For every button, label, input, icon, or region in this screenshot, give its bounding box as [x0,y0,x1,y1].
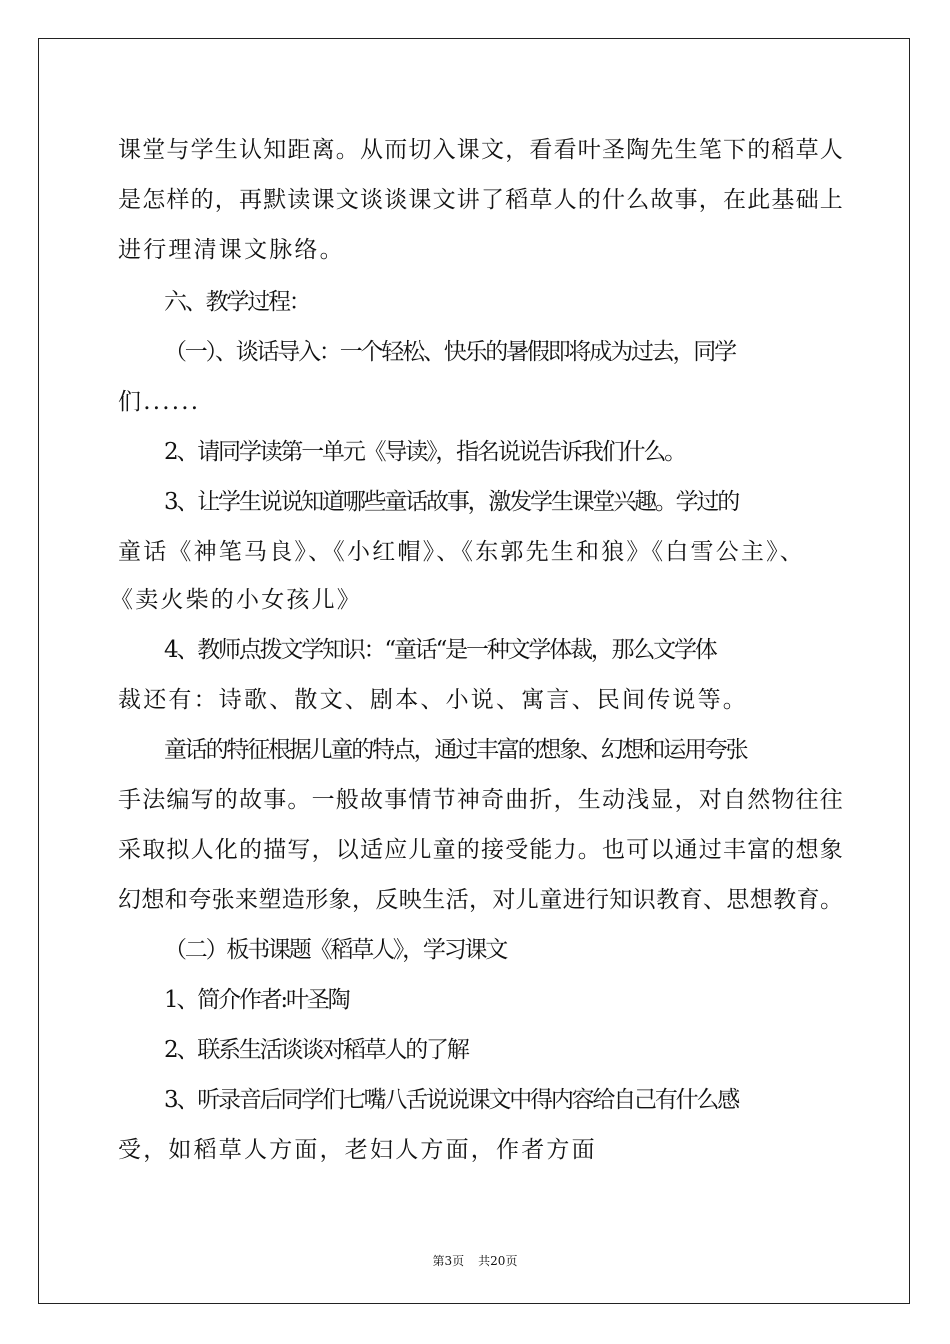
text-line: 童话的特征根据儿童的特点，通过丰富的想象、幻想和运用夸张 [164,737,747,763]
text-line: 3、让学生说说知道哪些童话故事，激发学生课堂兴趣。学过的 [164,489,739,515]
text-line: 进行理清课文脉络。 [118,237,345,263]
section-heading: （二）板书课题《稻草人》，学习课文 [164,937,507,963]
section-heading: 六、教学过程： [164,289,310,315]
text-line: 1、简介作者:叶圣陶 [164,987,349,1013]
text-line: 幻想和夸张来塑造形象，反映生活，对儿童进行知识教育、思想教育。 [118,887,844,913]
page-footer [0,1252,950,1269]
text-line: 裁还有：诗歌、散文、剧本、小说、寓言、民间传说等。 [118,687,748,713]
total-pages: 共20页 [478,1254,518,1268]
text-line: 受，如稻草人方面，老妇人方面，作者方面 [118,1137,597,1163]
text-line: 是怎样的，再默读课文谈谈课文讲了稻草人的什么故事，在此基础上 [118,187,844,213]
text-line: 2、联系生活谈谈对稻草人的了解 [164,1037,468,1063]
text-line: 课堂与学生认知距离。从而切入课文，看看叶圣陶先生笔下的稻草人 [118,137,844,163]
text-line: 《卖火柴的小女孩儿》 [110,587,362,613]
text-line: 采取拟人化的描写，以适应儿童的接受能力。也可以通过丰富的想象 [118,837,844,863]
text-line: （一）、谈话导入：一个轻松、快乐的暑假即将成为过去，同学 [164,339,735,365]
text-line: 们...... [118,389,201,415]
text-line: 4、教师点拨文学知识：“童话“是一种文学体裁，那么文学体 [164,637,716,663]
text-line: 手法编写的故事。一般故事情节神奇曲折，生动浅显，对自然物往往 [118,787,844,813]
page-number: 第3页 [432,1254,465,1268]
page-border [38,38,910,1304]
text-line: 童话《神笔马良》、《小红帽》、《东郭先生和狼》《白雪公主》、 [118,539,805,565]
text-line: 3、听录音后同学们七嘴八舌说说课文中得内容给自己有什么感 [164,1087,739,1113]
text-line: 2、请同学读第一单元《导读》，指名说说告诉我们什么。 [164,439,685,465]
